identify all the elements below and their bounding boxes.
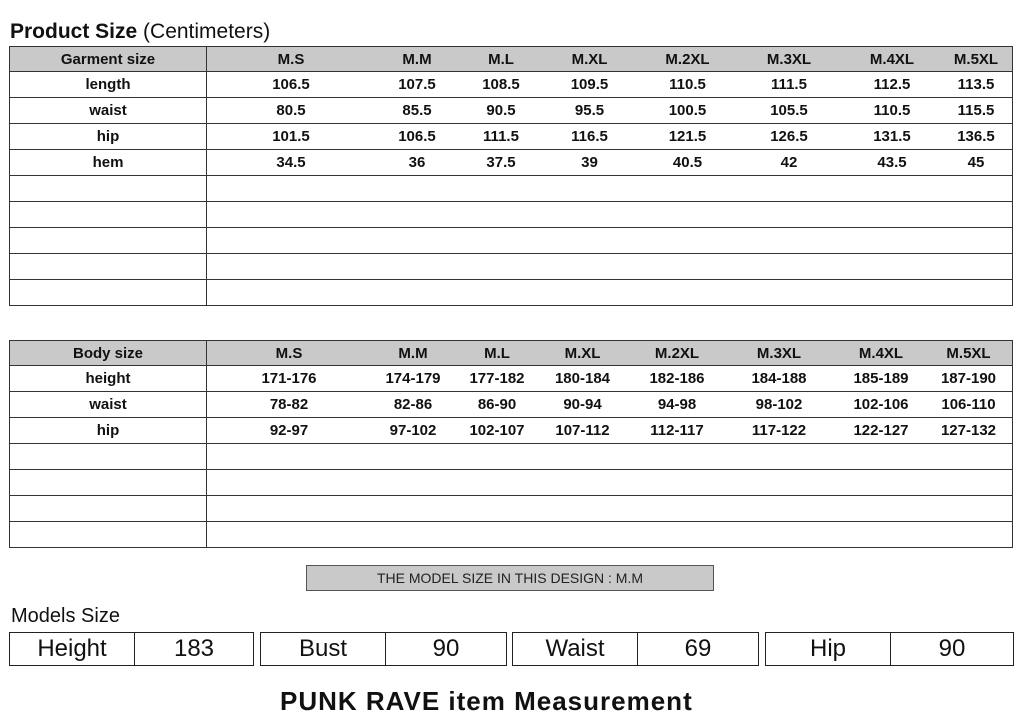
cell-value: 43.5	[877, 154, 907, 171]
row-values	[207, 150, 1013, 176]
cell-value: 127-132	[940, 422, 997, 439]
cell-value: 110.5	[669, 76, 706, 93]
cell-value: 107.5	[398, 76, 436, 93]
value-group	[207, 154, 1012, 171]
cell-value: 100.5	[668, 102, 707, 119]
empty-cell	[207, 176, 1013, 202]
empty-cell	[207, 496, 1013, 522]
cell-value: 122-127	[853, 422, 909, 439]
model-measure-label: Hip	[766, 633, 891, 665]
value-group	[207, 76, 1012, 93]
cell-value: 102-107	[469, 422, 525, 439]
row-label: hem	[10, 150, 207, 176]
size-label: M.3XL	[766, 50, 812, 68]
cell-value: 112-117	[650, 422, 704, 439]
table-row	[10, 124, 1013, 150]
size-header-group	[207, 51, 1012, 68]
size-label: M.XL	[571, 50, 608, 68]
cell-value: 36	[408, 154, 426, 171]
cell-value: 184-188	[751, 370, 807, 387]
footer-heading: PUNK RAVE item Measurement	[280, 686, 693, 716]
cell-value: 78-82	[269, 396, 309, 413]
cell-value: 34.5	[276, 154, 306, 171]
cell-value: 106-110	[941, 396, 996, 413]
cell-value: 94-98	[657, 396, 697, 413]
table-row	[10, 72, 1013, 98]
cell-value: 106.5	[272, 76, 310, 93]
size-label: M.S	[277, 50, 305, 68]
cell-value: 187-190	[940, 370, 997, 387]
cell-value: 126.5	[770, 128, 808, 145]
cell-value: 131.5	[873, 128, 911, 145]
table-header-row	[10, 47, 1013, 72]
size-label: M.3XL	[756, 344, 802, 362]
size-header-cells	[207, 341, 1013, 366]
empty-cell	[10, 254, 207, 280]
row-values	[207, 98, 1013, 124]
table-row	[10, 98, 1013, 124]
size-label: M.4XL	[869, 50, 915, 68]
empty-cell	[207, 522, 1013, 548]
cell-value: 82-86	[393, 396, 433, 413]
title-unit: (Centimeters)	[137, 20, 271, 43]
cell-value: 121.5	[668, 128, 707, 145]
empty-cell	[207, 280, 1013, 306]
size-label: M.L	[488, 50, 514, 68]
row-label: height	[10, 366, 207, 392]
table-row	[10, 150, 1013, 176]
cell-value: 97-102	[389, 422, 437, 439]
empty-row	[10, 202, 1013, 228]
empty-row	[10, 254, 1013, 280]
model-waist-box	[512, 632, 759, 666]
row-values	[207, 366, 1013, 392]
size-label: M.2XL	[654, 344, 700, 362]
models-size-title: Models Size	[11, 605, 120, 627]
empty-row	[10, 176, 1013, 202]
cell-value: 80.5	[276, 102, 306, 119]
cell-value: 180-184	[554, 370, 611, 387]
empty-cell	[207, 254, 1013, 280]
cell-value: 108.5	[482, 76, 520, 93]
empty-row	[10, 470, 1013, 496]
cell-value: 105.5	[770, 102, 808, 119]
empty-row	[10, 522, 1013, 548]
model-measure-label: Bust	[261, 633, 386, 665]
model-measure-label: Height	[10, 633, 135, 665]
cell-value: 95.5	[574, 102, 605, 119]
cell-value: 90-94	[563, 396, 602, 413]
model-measure-label: Waist	[513, 633, 638, 665]
model-hip-box	[765, 632, 1014, 666]
row-label: hip	[10, 124, 207, 150]
empty-cell	[207, 470, 1013, 496]
cell-value: 177-182	[469, 370, 525, 387]
cell-value: 37.5	[486, 154, 516, 171]
model-measure-value: 90	[938, 635, 966, 662]
size-label: M.XL	[564, 344, 601, 362]
size-label: M.L	[484, 344, 510, 362]
row-values	[207, 392, 1013, 418]
empty-cell	[207, 228, 1013, 254]
cell-value: 112.5	[873, 76, 911, 93]
empty-row	[10, 496, 1013, 522]
cell-value: 102-106	[853, 396, 909, 413]
cell-value: 182-186	[649, 370, 705, 387]
cell-value: 116.5	[571, 128, 608, 145]
size-label: M.5XL	[946, 344, 991, 362]
value-group	[207, 128, 1012, 145]
value-group	[207, 396, 1012, 413]
cell-value: 109.5	[570, 76, 609, 93]
size-header-group	[207, 345, 1012, 362]
size-label: M.5XL	[953, 50, 999, 68]
body-size-header: Body size	[10, 341, 207, 366]
table-row	[10, 392, 1013, 418]
empty-cell	[10, 280, 207, 306]
cell-value: 39	[581, 154, 598, 171]
empty-cell	[10, 176, 207, 202]
cell-value: 98-102	[755, 396, 803, 413]
model-measure-value: 90	[432, 635, 460, 662]
value-group	[207, 370, 1012, 387]
empty-cell	[10, 444, 207, 470]
garment-size-table	[9, 46, 1013, 306]
title-bold: Product Size	[10, 20, 138, 43]
size-label: M.M	[402, 50, 432, 68]
row-label: length	[10, 72, 207, 98]
model-bust-box	[260, 632, 507, 666]
garment-size-header: Garment size	[10, 47, 207, 72]
empty-cell	[10, 202, 207, 228]
row-label: waist	[10, 392, 207, 418]
row-values	[207, 124, 1013, 150]
table-row	[10, 418, 1013, 444]
cell-value: 136.5	[957, 128, 995, 145]
empty-cell	[207, 202, 1013, 228]
row-label: waist	[10, 98, 207, 124]
page-title	[10, 20, 270, 44]
cell-value: 115.5	[957, 102, 995, 119]
row-values	[207, 418, 1013, 444]
table-header-row	[10, 341, 1013, 366]
cell-value: 113.5	[957, 76, 995, 93]
cell-value: 106.5	[398, 128, 436, 145]
cell-value: 101.5	[272, 128, 310, 145]
model-size-banner: THE MODEL SIZE IN THIS DESIGN : M.M	[306, 565, 714, 591]
cell-value: 171-176	[261, 370, 317, 387]
empty-cell	[207, 444, 1013, 470]
value-group	[207, 422, 1012, 439]
cell-value: 92-97	[269, 422, 309, 439]
size-label: M.M	[398, 344, 428, 362]
empty-row	[10, 228, 1013, 254]
row-values	[207, 72, 1013, 98]
cell-value: 45	[967, 154, 985, 171]
model-height-box	[9, 632, 254, 666]
size-label: M.S	[275, 344, 303, 362]
cell-value: 90.5	[486, 102, 516, 119]
value-group	[207, 102, 1012, 119]
empty-cell	[10, 228, 207, 254]
cell-value: 174-179	[385, 370, 441, 387]
size-label: M.4XL	[858, 344, 904, 362]
cell-value: 40.5	[672, 154, 703, 171]
empty-cell	[10, 470, 207, 496]
empty-row	[10, 280, 1013, 306]
size-header-cells	[207, 47, 1013, 72]
body-size-table	[9, 340, 1013, 548]
table-row	[10, 366, 1013, 392]
empty-cell	[10, 522, 207, 548]
empty-row	[10, 444, 1013, 470]
cell-value: 111.5	[771, 76, 807, 93]
cell-value: 110.5	[873, 102, 911, 119]
cell-value: 117-122	[751, 422, 807, 439]
cell-value: 107-112	[555, 422, 610, 439]
cell-value: 185-189	[853, 370, 909, 387]
size-label: M.2XL	[665, 50, 710, 68]
cell-value: 111.5	[483, 128, 519, 145]
model-measure-value: 183	[173, 635, 215, 662]
cell-value: 85.5	[402, 102, 432, 119]
cell-value: 86-90	[477, 396, 517, 413]
row-label: hip	[10, 418, 207, 444]
model-measure-value: 69	[684, 635, 712, 662]
empty-cell	[10, 496, 207, 522]
cell-value: 42	[780, 154, 798, 171]
